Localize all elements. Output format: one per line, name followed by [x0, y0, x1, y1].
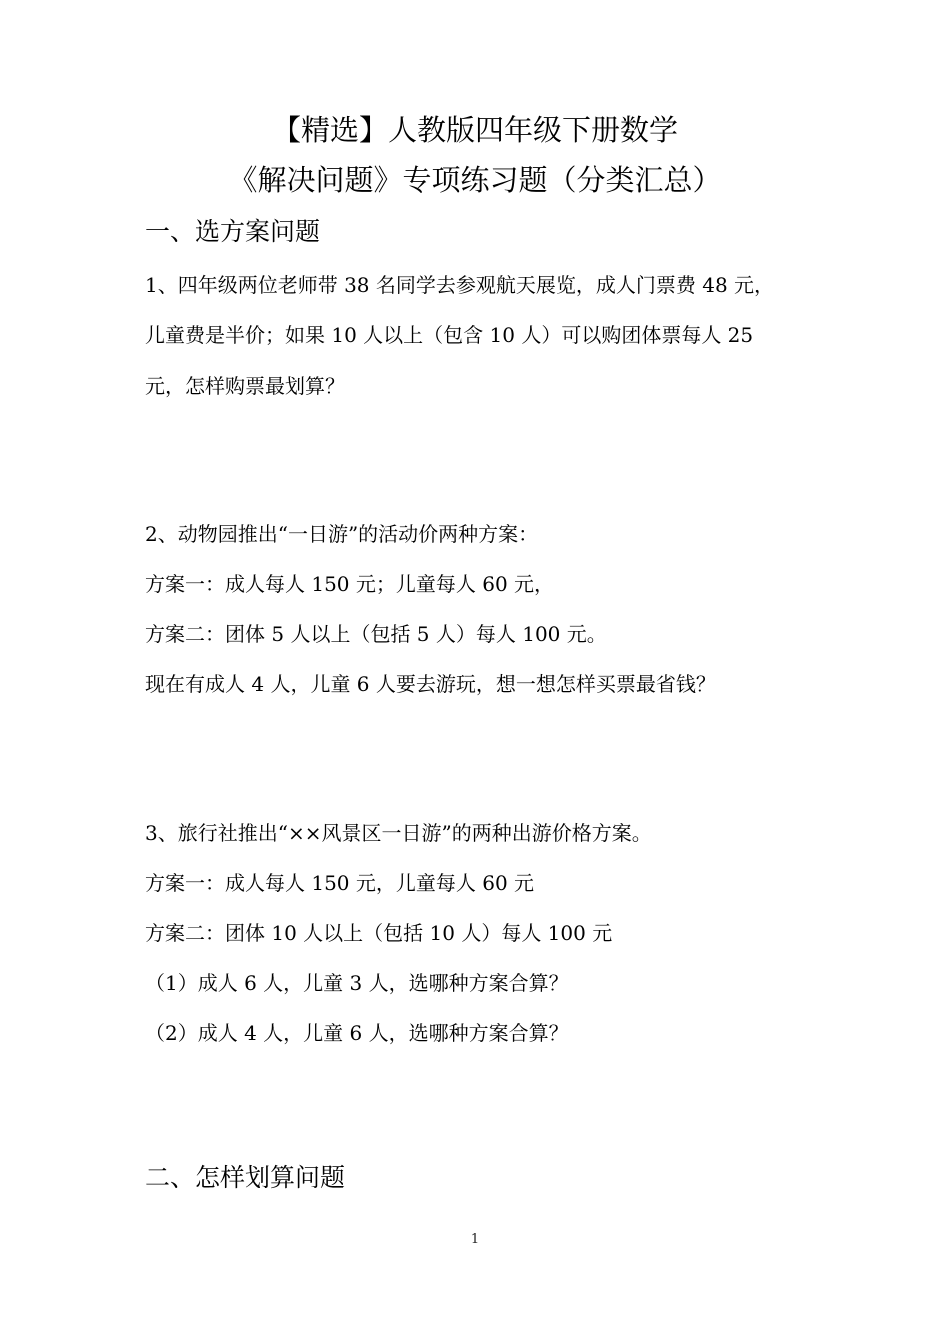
- question-1-line-3: 元，怎样购票最划算？: [145, 374, 345, 398]
- section-heading-2: 二、怎样划算问题: [145, 1163, 346, 1192]
- question-1-line-2: 儿童费是半价；如果 10 人以上（包含 10 人）可以购团体票每人 25: [145, 323, 754, 347]
- question-2-line-3: 方案二：团体 5 人以上（包括 5 人）每人 100 元。: [145, 622, 607, 646]
- question-2-line-1: 2、动物园推出“一日游”的活动价两种方案：: [145, 522, 539, 546]
- question-3-line-4: （1）成人 6 人，儿童 3 人，选哪种方案合算？: [145, 971, 569, 995]
- section-heading-1: 一、选方案问题: [145, 217, 321, 246]
- document-title-line-2: 《解决问题》专项练习题（分类汇总）: [228, 163, 722, 197]
- question-1-line-1: 1、四年级两位老师带 38 名同学去参观航天展览，成人门票费 48 元，: [145, 273, 775, 297]
- question-3-line-3: 方案二：团体 10 人以上（包括 10 人）每人 100 元: [145, 921, 613, 945]
- question-2-line-4: 现在有成人 4 人，儿童 6 人要去游玩，想一想怎样买票最省钱？: [145, 672, 716, 696]
- question-3-line-1: 3、旅行社推出“××风景区一日游”的两种出游价格方案。: [145, 821, 652, 845]
- document-title-line-1: 【精选】人教版四年级下册数学: [271, 113, 678, 147]
- question-3-line-5: （2）成人 4 人，儿童 6 人，选哪种方案合算？: [145, 1021, 569, 1045]
- page-number: 1: [470, 1232, 480, 1247]
- question-3-line-2: 方案一：成人每人 150 元，儿童每人 60 元: [145, 871, 535, 895]
- question-2-line-2: 方案一：成人每人 150 元；儿童每人 60 元，: [145, 572, 555, 596]
